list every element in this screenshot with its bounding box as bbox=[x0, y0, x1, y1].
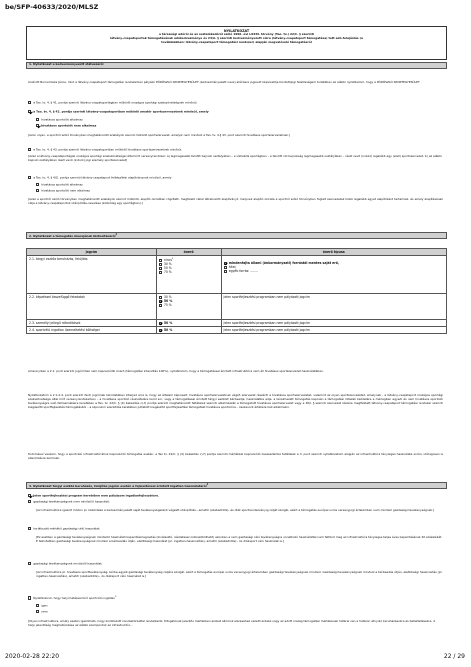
footer-timestamp: 2020-02-28 22:20 bbox=[5, 653, 60, 660]
declaration-box bbox=[26, 26, 447, 60]
checkbox-amateur-club[interactable] bbox=[28, 110, 31, 113]
row-2-4-tipus: Jelen sportfejlesztési programban nem pályázott jogcím bbox=[221, 327, 446, 334]
option-foundation-pro-employed[interactable]: hivatásos sportolót alkalmaz bbox=[36, 183, 83, 188]
row-2-4-jogcim: 2.4. sportcélú ingatlan üzemeltetési költségei bbox=[27, 327, 157, 334]
row-2-3-tipus: Jelen sportfejlesztési programban nem pályázott jogcím bbox=[221, 320, 446, 327]
paragraph-acknowledgement: Tudomásul veszem, hogy a sportcélú infrastruktúrához kapcsolódó támogatás esetén, a Tao tv. 22/C. § (4) bekezdés c)-f) pontja szerinti mértékkel kapcsolódó összeszámba feltételek a 3. pont szerinti nyilatkozatom alapján az infrastruktúra tényleges használata során, utólagosan is ellenőrzésre kerülnek. bbox=[28, 452, 443, 460]
onero-option-50[interactable]: 50 % bbox=[159, 328, 219, 332]
tipus-option-own[interactable]: mindenfajta állami (önkormányzati) forrástól mentes saját erő, bbox=[224, 261, 444, 265]
checkbox-50[interactable] bbox=[159, 322, 162, 325]
checkbox-amateur-pro-employed[interactable] bbox=[36, 118, 39, 121]
onero-option-50[interactable]: 50 % bbox=[159, 299, 219, 303]
onero-option-50[interactable]: 50 % bbox=[159, 321, 219, 325]
note-limited-economic-use: [Ez esetben a gazdasági tevékenységnek minősülő használati kapacitásmegoszlás (kiválasztó, részletesen kiküszöbölhető) azonban a nem gazdasági célú tevékenységre vonatkozó használattal nem feltűnő meg az infrastruktúra tényleges teljes éves kapacitásának 20 százalékát. E tekintetben gazdasági tevékenységnek minősül a bérbeadás útján, elsőbbségi használat (pl. ingatlan-hasznosítás), amatőr (szabadidős)-, ös diáksport célú használat is.] bbox=[36, 535, 443, 543]
option-no-real-estate[interactable]: Jelen sportfejlesztési program keretében nem pályázom ingatlanfejlesztésre. bbox=[28, 494, 443, 499]
table-row bbox=[27, 327, 447, 334]
self-contribution-table bbox=[26, 248, 447, 334]
declaration-subtitle-3: továbbiakban: látvány-csapatsport támogatási rendszer) alapján megvalósuló támogatásról bbox=[161, 40, 312, 45]
onero-option-30[interactable]: 30 % bbox=[159, 295, 219, 299]
row-2-3-jogcim: 2.3. személyi jellegű ráfordítások bbox=[27, 320, 157, 327]
checkbox-local-impact[interactable] bbox=[28, 596, 31, 599]
note-non-economic-use: [Az infrastruktúra igazolt módon pl. közérdeke a kedvezményezett saját tevékenységeként végzett utánpótlás-, amatőr (szabadidős)- és diák sportrendezvényig célját szolgál, ezért a támogatás európai uniós versenyjogi értelemben nem minősül gazdasági tevékenységnek.] bbox=[36, 508, 435, 512]
option-pro-club[interactable]: a Tao. tv. 4. § 43. pontja szerinti látvány-csapatsportban működő hivatásos sportszervezetnek minősül. bbox=[28, 148, 443, 153]
checkbox-foundation[interactable] bbox=[28, 176, 31, 179]
note-amateur: [Azon olyan, a sportról szóló törvényben meghatározott szabályok szerint működő sportszervezet, amelyik nem minősül a Tao. tv. 4.§ 43. pont szerinti hivatásos sportszervezetnek.] bbox=[28, 133, 290, 137]
declaration-title: NYILATKOZAT bbox=[223, 29, 250, 33]
option-foundation-pro-not-employed[interactable]: hivatásos sportolót nem alkalmaz bbox=[36, 189, 90, 194]
checkbox-local-impact-no[interactable] bbox=[36, 610, 39, 613]
checkbox-75[interactable] bbox=[159, 304, 162, 307]
col-header-tipus: önerő típusa bbox=[221, 249, 446, 256]
checkbox-50[interactable] bbox=[159, 267, 162, 270]
checkbox-local-impact-yes[interactable] bbox=[36, 604, 39, 607]
paragraph-no-contribution: Amennyiben a 2.1. pont szerinti jogcímhez nem kapcsolódik önerő (támogatási intenzitás 100%), nyilatkozom, hogy a támogatással érintett infrastruktúra nem áll hivatásos sportszervezet használatában. bbox=[28, 369, 324, 373]
table-header-row bbox=[27, 249, 447, 256]
row-2-1-tipus bbox=[221, 256, 446, 294]
row-2-2-jogcim: 2.2. képzéssel összefüggő feladatok bbox=[27, 294, 157, 320]
checkbox-amateur-pro-not-employed[interactable] bbox=[36, 124, 39, 127]
option-non-economic-use[interactable]: gazdasági tevékenységnek nem minősülő használat: bbox=[28, 500, 443, 505]
onero-option-50[interactable]: 50 % bbox=[159, 266, 219, 270]
option-limited-economic-use[interactable]: korlátozott mértékű gazdasági célú használat: bbox=[28, 527, 443, 532]
checkbox-limited-economic-use[interactable] bbox=[28, 527, 31, 530]
section-3-header: 3. Nyilatkozat tárgyi eszköz beruházás, felújítás jogcím esetén a fejlesztéssel érintett ingatlan használatáról$^4$ bbox=[26, 482, 447, 489]
checkbox-foundation-pro-not-employed[interactable] bbox=[36, 189, 39, 192]
table-row bbox=[27, 256, 447, 294]
col-header-onero: önerő bbox=[156, 249, 221, 256]
option-sport-federation[interactable]: a Tao. tv. 4. § 41. pontja szerinti látvány-csapatsportágban működő országos sportági szakszövetségnek minősül. bbox=[28, 101, 443, 106]
checkbox-loan[interactable] bbox=[224, 266, 227, 269]
checkbox-30[interactable] bbox=[159, 263, 162, 266]
tipus-option-other[interactable]: egyéb forrás: ........ bbox=[224, 269, 444, 273]
checkbox-pro-club[interactable] bbox=[28, 148, 31, 151]
note-pro-club: [Azaz a látvány-csapatsportágak országos sportági szakszövetségei által kiírt versenyrendszer: a) legmagasabb felnőtt bajnoki osztályában – a vízilabda sportágban – a felnőtt női bajnokság legmagasabb osztályában – részt vevő (induló) legalább egy (első) sportszervezet, b) az alábbi bajnoki osztályában részt vevő (induló) jogi személy sportszervezet] bbox=[28, 154, 442, 162]
table-row bbox=[27, 320, 447, 327]
note-economic-use: [Az infrastruktúra pl. hivatásos sporttevékenység, bérbe-egyéb gazdasági tevékenység céljára szolgál, ezért a támogatás európai uniós versenyjogi értelemben gazdasági tevékenységnek minősül. Gazdasági tevékenységnek minősül a bérbeadás útján, elsőbbségi hasznosítás (pl. ingatlan-hasznosítás), amatőr (szabadidős)-, ös diáksport célú használat is.] bbox=[36, 570, 443, 578]
option-local-impact[interactable]: Nyilatkozunk, hogy helyi hatással bíró sportcélú ingatlan$^5$ bbox=[28, 596, 443, 601]
declaration-subtitle-2: látvány-csapatsportok támogatásának adókedvezménye és 24/A. § szerinti kedvezményezett célra (látvány-csapatsport támogatása) tett adó-felajánlás (a bbox=[110, 36, 363, 41]
onero-option-nincs[interactable]: nincs$^3$ bbox=[159, 257, 219, 262]
checkbox-30[interactable] bbox=[159, 296, 162, 299]
row-2-2-tipus: Jelen sportfejlesztési programban nem pályázott jogcím bbox=[221, 294, 446, 320]
paragraph-scope: Nyilatkozatom a 2.1-2.4. pont szerinti fenti jogcímek tekintetében kiterjed arra is, hogy az általam képviselt, hivatásos sportszervezetnek végző szervezet részéről a hivatásos sportszervezetet, valamint az olyan sportszervezetet, amelynek - a látvány-csapatsport országos sportági szakszövetsége által kiírt versenyrendszerben – a hivatásos sportoló részvételére kerül sor, vagy a támogatással érintett tárgyi eszközt bérbeadja, használatba adja, a kérelmezett támogatás kapcsán a támogatási időszak kezdetére a mérlegben egyedi és nem hivatásos sportolói tevékenységre való felhasználásra keretében a Tao. tv. 22/C. § (4) bekezdés c)-f) pontja szerinti meghatározott feltételek szerinti alkalmazzák a támogatott hivatásos sportszervezet vagy a 30/I. § szerinti szervezet részére megfizetett látvány-csapatsport támogatási rendszer szerinti kiegészítő sportfejlesztési támogatásból – a szponzori szerződés keretében juttatott kiegészítő sportfejlesztési támogatást hivatásos sportolóra – összevont értékére kell alkalmazni. bbox=[28, 393, 443, 409]
checkbox-50[interactable] bbox=[159, 300, 162, 303]
tipus-option-loan[interactable]: hitel, bbox=[224, 265, 444, 269]
checkbox-economic-use[interactable] bbox=[28, 562, 31, 565]
note-foundation: [Azaz a sportról szóló törvényben meghatározott szabályok szerint működő, alapító okiratban rögzített, megfelelő céllal létrehozott alapítványt, melynek alapító okirata a sportról szóló törvényben foglalt szervezetek közül legalább egyet alapítóként tartalmaz, és amely alapításának célja a látvány-csapatsportok utánpótlás-nevelése (kizárólag egy sportágban).] bbox=[28, 197, 443, 205]
declaration-subtitle-1: a társasági adóról és az osztalékadóról szóló 1996. évi LXXXI. törvény (Tao. tv.) 22/C. § szerinti bbox=[159, 32, 314, 37]
option-amateur-pro-not-employed[interactable]: hivatásos sportolót nem alkalmaz bbox=[36, 124, 96, 129]
col-header-jogcim: jogcím bbox=[27, 249, 157, 256]
onero-option-30[interactable]: 30 % bbox=[159, 262, 219, 266]
checkbox-50[interactable] bbox=[159, 329, 162, 332]
row-2-1-jogcim: 2.1. tárgyi eszköz beruházás, felújítás bbox=[27, 256, 157, 294]
row-2-1-onero bbox=[156, 256, 221, 294]
checkbox-foundation-pro-employed[interactable] bbox=[36, 183, 39, 186]
row-2-2-onero bbox=[156, 294, 221, 320]
row-2-3-onero bbox=[156, 320, 221, 327]
option-local-impact-no[interactable]: nem bbox=[36, 610, 48, 615]
checkbox-other[interactable] bbox=[224, 270, 227, 273]
table-row bbox=[27, 294, 447, 320]
checkbox-no-real-estate[interactable] bbox=[28, 494, 31, 497]
option-economic-use[interactable]: gazdasági tevékenységnek minősülő használat: bbox=[28, 562, 443, 567]
option-foundation[interactable]: a Tao. tv. 4. § 4/G. pontja szerinti látvány-csapatsport felkészítési alapítványnak minősül, amely bbox=[28, 176, 443, 181]
footer-page-number: 22 / 29 bbox=[443, 653, 465, 660]
section-1-intro: Alulírott Bornemisza János, mint a látvány-csapatsport támogatási rendszerben pályázó PÖRÖSZLÓ SPORTEGYESÜLET (kedvezményezett neve) aláírásra jogosult képviselője büntetőjogi felelősségem tudatában az alábbi nyilatkozom, hogy a PÖRÖSZLÓ SPORTEGYESÜLET bbox=[28, 80, 420, 84]
checkbox-sport-federation[interactable] bbox=[28, 101, 31, 104]
checkbox-70[interactable] bbox=[159, 271, 162, 274]
onero-option-70[interactable]: 70 % bbox=[159, 270, 219, 274]
row-2-4-onero bbox=[156, 327, 221, 334]
option-amateur-club[interactable]: a Tao. tv. 4. § 42. pontja szerinti látvány-csapatsportban működő amatőr sportszervezetnek minősül, amely bbox=[28, 110, 443, 115]
option-amateur-pro-employed[interactable]: hivatásos sportolót alkalmaz bbox=[36, 118, 83, 123]
checkbox-non-economic-use[interactable] bbox=[28, 500, 31, 503]
onero-option-75[interactable]: 75 % bbox=[159, 303, 219, 307]
document-id: be/SFP-40633/2020/MLSZ bbox=[5, 3, 99, 11]
checkbox-own-funds[interactable] bbox=[224, 262, 227, 265]
checkbox-nincs[interactable] bbox=[159, 259, 162, 262]
option-local-impact-yes[interactable]: igen bbox=[36, 604, 47, 609]
section-2-header: 2. Nyilatkozat a támogatás önerejének biztosításáról$^2$ bbox=[26, 232, 447, 239]
note-local-impact: [Olyan infrastruktúra, amely esetén igazolható, hogy korlátozott vonzáskörzettel rendelkezik, tiltogatónak jelentős mértékben azokat állomok eléréséhez vezető érdeke vagy az adott ország támogatási mértékének határai van a határon átnyúló beruházásokra ás befektetésekre. A helyi jelentőség meghatározása az alábbi szempontok az infrastruktúr... bbox=[28, 620, 436, 627]
section-1-header: 1. Nyilatkozat a kedvezményezett státuszáról bbox=[26, 62, 447, 69]
